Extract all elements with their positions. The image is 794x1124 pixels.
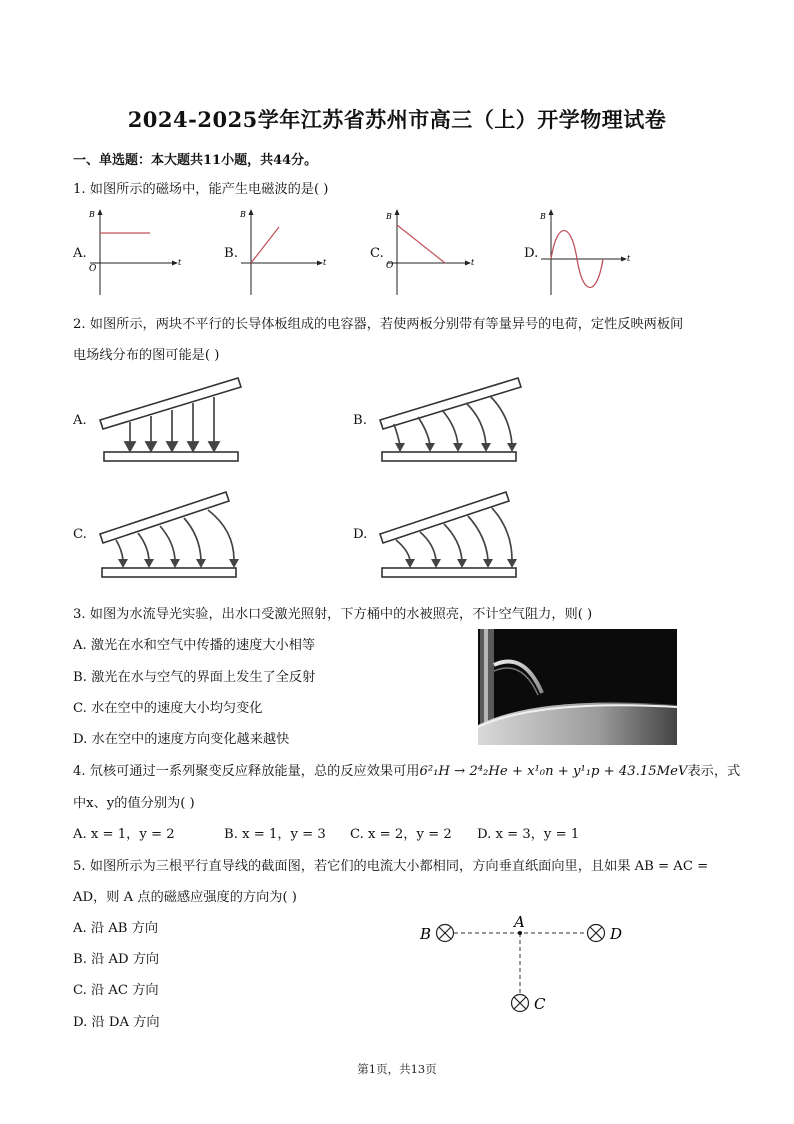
- q1-graph-c: [383, 205, 483, 298]
- q5-stem-line1: 5. 如图所示为三根平行直导线的截面图，若它们的电流大小都相同，方向垂直纸面向里，且如果 AB = AC =: [73, 859, 709, 874]
- q5-label-c: C: [534, 995, 546, 1013]
- q4-stem-line1: [73, 760, 740, 779]
- q1-option-c: C.: [370, 246, 384, 261]
- q2-figure-c: [92, 486, 252, 586]
- page-footer: 第1页，共13页: [357, 1062, 437, 1076]
- q4-option-c: C. x = 2，y = 2: [350, 827, 452, 842]
- section-heading: 一、单选题：本大题共11小题，共44分。: [73, 153, 318, 168]
- q2-option-b: B.: [353, 413, 367, 428]
- q1-option-d: D.: [524, 246, 539, 261]
- q3-stem: 3. 如图为水流导光实验，出水口受激光照射，下方桶中的水被照亮，不计空气阻力，则( ): [73, 607, 593, 622]
- q5-label-b: B: [420, 925, 432, 943]
- q5-label-d: D: [610, 925, 623, 943]
- q5-option-a: A. 沿 AB 方向: [73, 921, 159, 936]
- q2-figure-d: [372, 486, 532, 586]
- q1c-axis-x: t: [471, 258, 475, 267]
- q1c-origin: O: [386, 261, 394, 271]
- q1a-axis-y: B: [89, 210, 95, 219]
- q4-option-d: D. x = 3，y = 1: [477, 827, 580, 842]
- q1a-origin: O: [89, 264, 97, 274]
- q1a-axis-x: t: [178, 258, 182, 267]
- q1-option-a: A.: [73, 246, 87, 261]
- q5-label-a: A: [514, 913, 525, 931]
- q3-option-d: D. 水在空中的速度方向变化越来越快: [73, 732, 290, 747]
- q5-wire-diagram: [410, 908, 640, 1020]
- q3-option-a: A. 激光在水和空气中传播的速度大小相等: [73, 638, 316, 653]
- q1-stem: 1. 如图所示的磁场中，能产生电磁波的是( ): [73, 182, 329, 197]
- q1-graph-b: [237, 205, 337, 298]
- q1b-axis-x: t: [323, 258, 327, 267]
- q3-water-photo: [478, 629, 677, 745]
- q1c-axis-y: B: [386, 212, 392, 221]
- q1d-axis-y: B: [540, 212, 546, 221]
- q1-graph-a: [86, 205, 186, 298]
- q3-option-c: C. 水在空中的速度大小均匀变化: [73, 701, 263, 716]
- q2-option-a: A.: [73, 413, 87, 428]
- q1b-axis-y: B: [240, 210, 246, 219]
- q2-figure-a: [92, 372, 252, 472]
- q1-option-b: B.: [224, 246, 238, 261]
- q2-figure-b: [372, 372, 532, 472]
- q2-stem-line2: 电场线分布的图可能是( ): [73, 348, 220, 363]
- q4-stem-a: 4. 氘核可通过一系列聚变反应释放能量，总的反应效果可用: [73, 764, 420, 779]
- page-title: 2024-2025学年江苏省苏州市高三（上）开学物理试卷: [127, 107, 667, 132]
- q1-graph-d: [537, 205, 637, 298]
- q4-option-a: A. x = 1，y = 2: [73, 827, 175, 842]
- q2-option-c: C.: [73, 527, 87, 542]
- q3-option-b: B. 激光在水与空气的界面上发生了全反射: [73, 670, 316, 685]
- q5-option-c: C. 沿 AC 方向: [73, 983, 159, 998]
- q4-option-b: B. x = 1，y = 3: [224, 827, 326, 842]
- q5-stem-line2: AD，则 A 点的磁感应强度的方向为( ): [73, 890, 297, 905]
- q4-equation: 6²₁H → 2⁴₂He + x¹₀n + y¹₁p + 43.15MeV: [419, 764, 688, 779]
- q4-stem-b: 表示，式: [687, 764, 741, 779]
- q5-option-d: D. 沿 DA 方向: [73, 1015, 160, 1030]
- q2-option-d: D.: [353, 527, 368, 542]
- q2-stem-line1: 2. 如图所示，两块不平行的长导体板组成的电容器，若使两板分别带有等量异号的电荷，定性反映两板间: [73, 317, 684, 332]
- q1d-axis-x: t: [627, 254, 631, 263]
- q4-stem-line2: 中x、y的值分别为( ): [73, 796, 195, 811]
- q5-option-b: B. 沿 AD 方向: [73, 952, 160, 967]
